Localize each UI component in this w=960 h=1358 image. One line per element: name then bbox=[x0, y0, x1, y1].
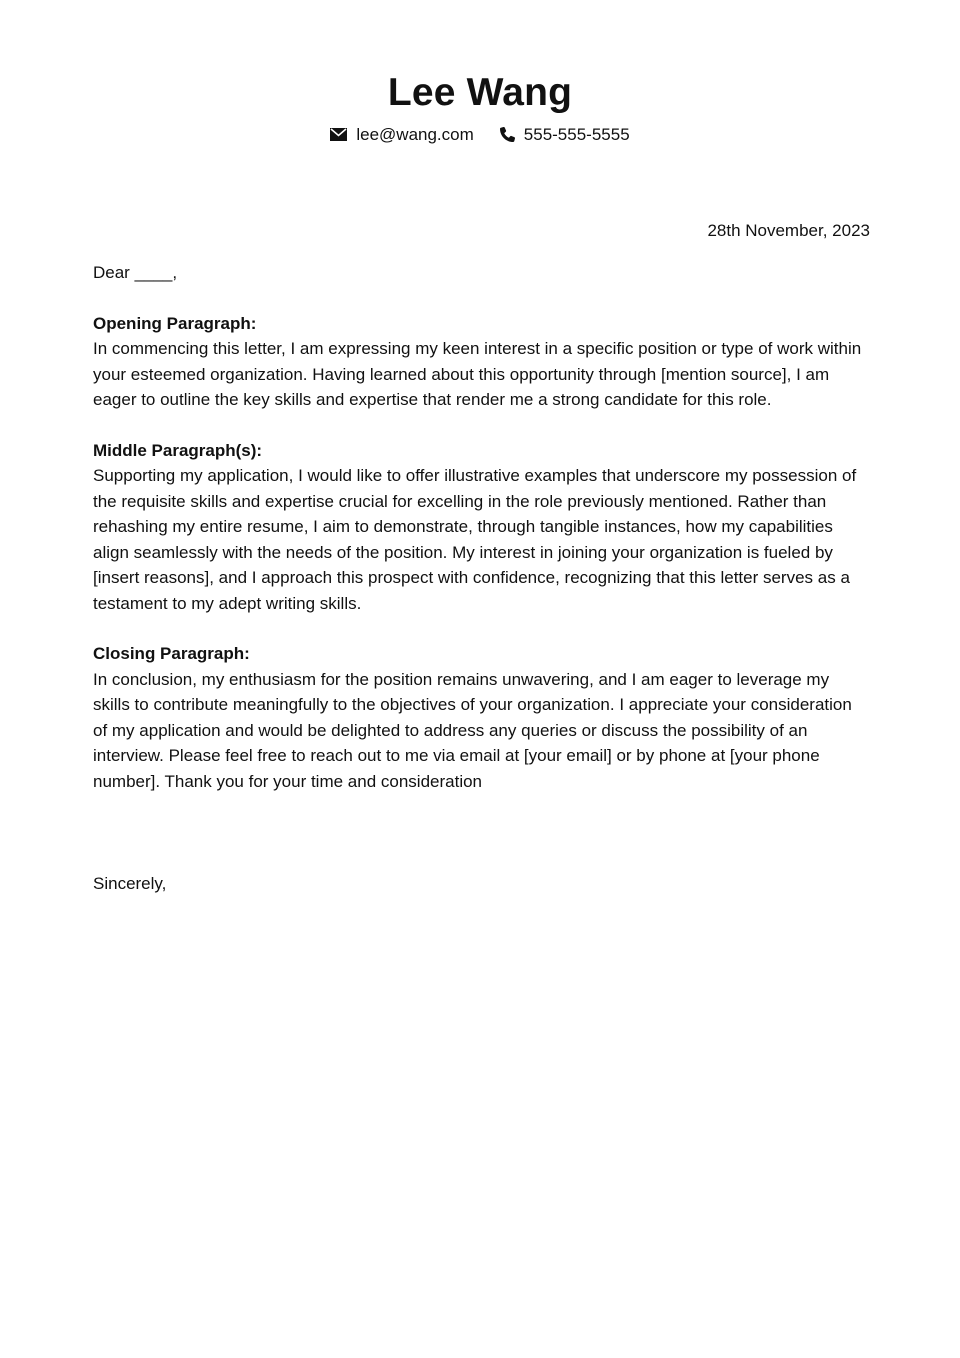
envelope-icon bbox=[330, 128, 347, 141]
page-title: Lee Wang bbox=[387, 71, 573, 114]
closing-signoff: Sincerely, bbox=[93, 874, 167, 894]
middle-paragraph-body: Supporting my application, I would like to offer illustrative examples that underscore my possession of the requisite skills and expertise crucial for excelling in the role previously mentioned. Rather than rehashing my entire resume, I aim to demonstrate, through tangible instances, how my capabilities align seamlessly with the needs of the position. My interest in joining your organization is fueled by [insert reasons], and I approach this prospect with confidence, recognizing that this letter serves as a testament to my adept writing skills. bbox=[93, 466, 857, 613]
phone-contact bbox=[500, 125, 630, 145]
middle-paragraph-heading: Middle Paragraph(s): bbox=[93, 440, 263, 460]
opening-paragraph-section bbox=[93, 311, 870, 413]
contact-row bbox=[0, 125, 960, 145]
phone-icon bbox=[500, 127, 515, 142]
date-line: 28th November, 2023 bbox=[707, 220, 870, 240]
letter-header bbox=[0, 0, 960, 145]
phone-text: 555-555-5555 bbox=[523, 124, 630, 144]
closing-paragraph-body: In conclusion, my enthusiasm for the position remains unwavering, and I am eager to leverage my skills to contribute meaningfully to the objectives of your organization. I appreciate your consideration of my application and would be delighted to address any queries or discuss the possibility of an interview. Please feel free to reach out to me via email at [your email] or by phone at [your phone number]. Thank you for your time and consideration bbox=[93, 669, 852, 791]
letter-body bbox=[0, 218, 960, 897]
closing-paragraph-section bbox=[93, 641, 870, 794]
salutation: Dear ____, bbox=[93, 263, 178, 283]
closing-paragraph-heading: Closing Paragraph: bbox=[93, 644, 250, 664]
email-text: lee@wang.com bbox=[356, 124, 474, 144]
middle-paragraph-section bbox=[93, 438, 870, 617]
email-contact bbox=[330, 125, 473, 145]
opening-paragraph-body: In commencing this letter, I am expressing my keen interest in a specific position or type of work within your esteemed organization. Having learned about this opportunity through [mention source], I am eager to outline the key skills and expertise that render me a strong candidate for this role. bbox=[93, 339, 862, 410]
opening-paragraph-heading: Opening Paragraph: bbox=[93, 313, 257, 333]
